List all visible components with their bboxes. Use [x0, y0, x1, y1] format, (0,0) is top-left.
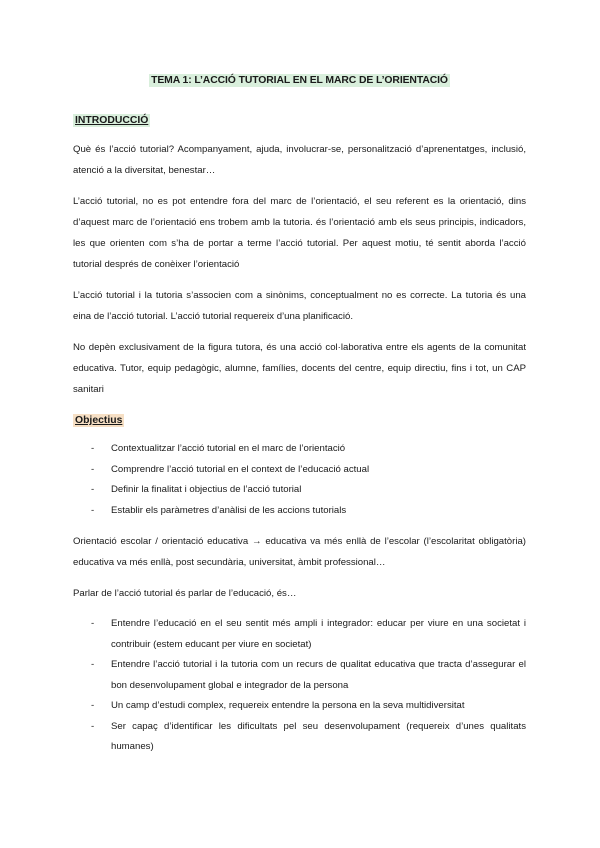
body-paragraph: Parlar de l’acció tutorial és parlar de l’educació, és…	[73, 588, 297, 599]
objectives-list	[73, 439, 526, 521]
document-title: TEMA 1: L’ACCIÓ TUTORIAL EN EL MARC DE L’ORIENTACIÓ	[151, 75, 448, 86]
list-item: - Entendre l’acció tutorial i la tutoria com un recurs de qualitat educativa que tracta d’assegurar el bon desenvolupament global e integrador de la persona	[91, 655, 526, 696]
objectives-heading: Objectius	[75, 415, 123, 426]
title-block	[73, 70, 526, 88]
list-item: - Establir els paràmetres d’anàlisi de les accions tutorials	[91, 501, 526, 522]
education-points-list	[73, 614, 526, 758]
objectives-heading-block	[73, 410, 526, 428]
intro-heading: INTRODUCCIÓ	[75, 115, 149, 126]
intro-paragraph: L’acció tutorial, no es pot entendre fora del marc de l’orientació, el seu referent es la orientació, dins d’aquest marc de l’orientació ens trobem amb la tutoria. és l’orientació amb els seus principis, indicadors, les que orienten com s’ha de portar a terme l’acció tutorial. Per aquest motiu, té sentit aborda l’acció tutorial després de conèixer l’orientació	[73, 196, 526, 270]
intro-paragraph: Què és l’acció tutorial? Acompanyament, ajuda, involucrar-se, personalització d’aprenentatges, inclusió, atenció a la diversitat, benestar…	[73, 144, 526, 176]
intro-paragraph: No depèn exclusivament de la figura tutora, és una acció col·laborativa entre els agents de la comunitat educativa. Tutor, equip pedagògic, alumne, famílies, docents del centre, equip directiu, fins i tot, un CAP sanitari	[73, 342, 526, 395]
list-item: - Contextualitzar l’acció tutorial en el marc de l’orientació	[91, 439, 526, 460]
body-paragraph: Orientació escolar / orientació educativa → educativa va més enllà de l’escolar (l’escolaritat obligatòria) educativa va més enllà, post secundària, universitat, àmbit professional…	[73, 536, 526, 568]
intro-paragraph: L’acció tutorial i la tutoria s’associen com a sinònims, conceptualment no es correcte. La tutoria és una eina de l’acció tutorial. L’acció tutorial requereix d’una planificació.	[73, 290, 526, 322]
list-item: - Comprendre l’acció tutorial en el context de l’educació actual	[91, 460, 526, 481]
list-item: - Un camp d’estudi complex, requereix entendre la persona en la seva multidiversitat	[91, 696, 526, 717]
list-item: - Definir la finalitat i objectius de l’acció tutorial	[91, 480, 526, 501]
list-item: - Ser capaç d’identificar les dificultats pel seu desenvolupament (requereix d’unes qualitats humanes)	[91, 717, 526, 758]
intro-heading-block	[73, 110, 526, 128]
list-item: - Entendre l’educació en el seu sentit més ampli i integrador: educar per viure en una societat i contribuir (estem educant per viure en societat)	[91, 614, 526, 655]
